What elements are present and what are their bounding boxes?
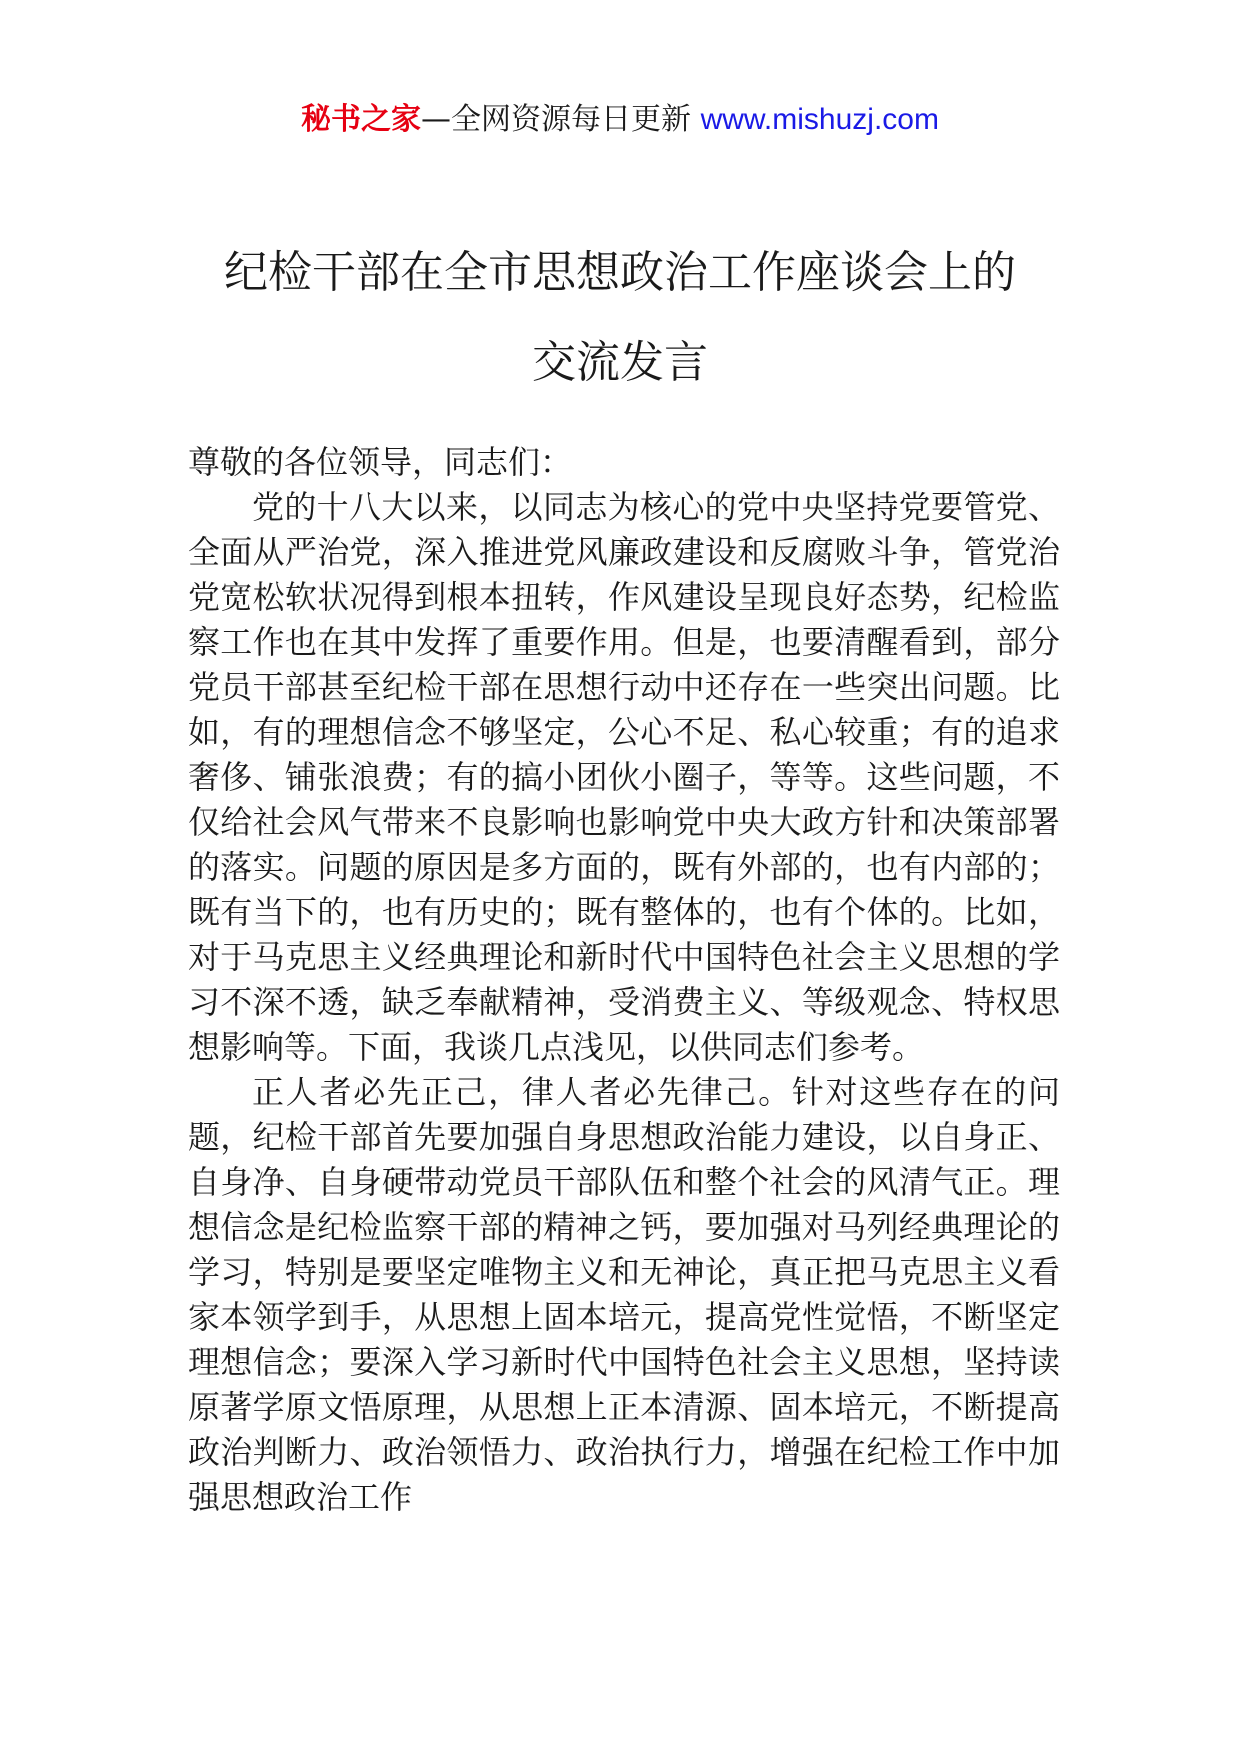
- site-slogan: —全网资源每日更新: [421, 102, 701, 137]
- paragraph-2: 正人者必先正己，律人者必先律己。针对这些存在的问题，纪检干部首先要加强自身思想政治能力建设，以自身正、自身净、自身硬带动党员干部队伍和整个社会的风清气正。理想信念是纪检监察干部的精神之钙，要加强对马列经典理论的学习，特别是要坚定唯物主义和无神论，真正把马克思主义看家本领学到手，从思想上固本培元，提高党性觉悟，不断坚定理想信念；要深入学习新时代中国特色社会主义思想，坚持读原著学原文悟原理，从思想上正本清源、固本培元，不断提高政治判断力、政治领悟力、政治执行力，增强在纪检工作中加强思想政治工作: [188, 1073, 1060, 1516]
- title-line-1: 纪检干部在全市思想政治工作座谈会上的: [224, 247, 1016, 298]
- site-header: [0, 98, 1240, 142]
- document-body: [188, 440, 1060, 1520]
- paragraph-1: 党的十八大以来，以同志为核心的党中央坚持党要管党、全面从严治党，深入推进党风廉政建设和反腐败斗争，管党治党宽松软状况得到根本扭转，作风建设呈现良好态势，纪检监察工作也在其中发挥了重要作用。但是，也要清醒看到，部分党员干部甚至纪检干部在思想行动中还存在一些突出问题。比如，有的理想信念不够坚定，公心不足、私心较重；有的追求奢侈、铺张浪费；有的搞小团伙小圈子，等等。这些问题，不仅给社会风气带来不良影响也影响党中央大政方针和决策部署的落实。问题的原因是多方面的，既有外部的，也有内部的；既有当下的，也有历史的；既有整体的，也有个体的。比如，对于马克思主义经典理论和新时代中国特色社会主义思想的学习不深不透，缺乏奉献精神，受消费主义、等级观念、特权思想影响等。下面，我谈几点浅见，以供同志们参考。: [188, 488, 1060, 1066]
- salutation: 尊敬的各位领导，同志们：: [188, 443, 573, 481]
- document-title: [0, 228, 1240, 408]
- site-brand: 秘书之家: [301, 102, 422, 137]
- site-url-link[interactable]: www.mishuzj.com: [700, 103, 939, 136]
- title-line-2: 交流发言: [532, 337, 708, 388]
